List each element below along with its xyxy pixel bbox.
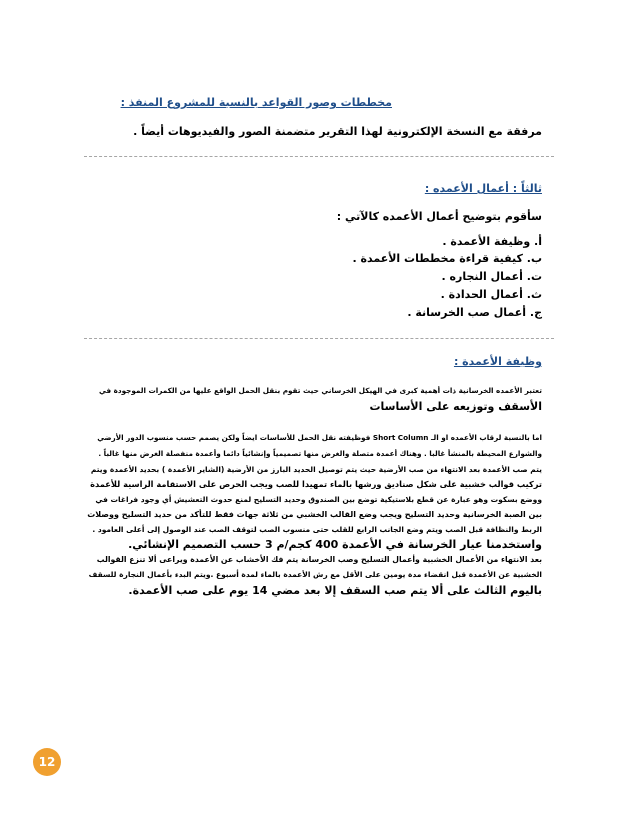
paragraph-line: الربط والنظافة قبل الصب ويتم وضع الجانب الرابع للقلب حتى منسوب الصب لتوقف الصب عند الوصول إلى أعلى العامود .	[92, 525, 542, 534]
paragraph-line: تعتبر الأعمده الخرسانية ذات أهمية كبرى في الهيكل الخرساني حيث تقوم بنقل الحمل الواقع عليها من الكمرات الموجودة في	[99, 386, 542, 395]
paragraph-line: اما بالنسبة لرقاب الأعمده او الـ Short Column فوظيفته نقل الحمل للأساسات ايضاً ولكن يصمم حسب منسوب الدور الأرضي	[97, 433, 542, 442]
section-heading-columns-works: ثالثاً : أعمال الأعمده :	[424, 182, 542, 195]
paragraph-line: والشوارع المحيطة بالمنشأ غالبا . وهناك أعمدة متصلة والغرض منها تصميمياً وإنشائياً دائما وأعمدة منفصلة الغرض منها غالباً .	[98, 449, 542, 458]
list-item: ت. أعمال النجاره .	[441, 270, 542, 283]
paragraph-line: بين الصبة الخرسانية وحديد التسليح ويجب وضع القالب الخشبي من ثلاثة جهات فقط للتأكد من حديد التسليح ووصلات	[87, 510, 542, 519]
paragraph-line: الخشبية عن الأعمدة قبل انقضاء مدة يومين على الأقل مع رش الأعمدة بالماء لمدة أسبوع .ويتم البدء بأعمال النجارة للسقف	[88, 570, 542, 579]
page-number-badge: 12	[33, 748, 61, 776]
paragraph-line: ووضع بسكوت وهو عبارة عن قطع بلاستيكية توضع بين الصندوق وحديد التسليح لمنع حدوث التعشيش أي وجود فراغات في	[95, 495, 542, 504]
section-text-drawings: مرفقة مع النسخة الإلكترونية لهذا التقرير متضمنة الصور والفيديوهات أيضاً .	[133, 125, 542, 138]
list-item: ب. كيفية قراءة مخططات الأعمدة .	[352, 252, 542, 265]
divider	[84, 156, 554, 157]
list-item: ج. أعمال صب الخرسانة .	[407, 306, 542, 319]
paragraph-line: الأسقف وتوزيعه على الأساسات	[369, 400, 542, 413]
divider	[84, 338, 554, 339]
paragraph-line: بعد الانتهاء من الأعمال الخشبية وأعمال التسليح وصب الخرسانة يتم فك الأخشاب عن الأعمدة ويراعى ألا تنزع القوالب	[96, 555, 542, 564]
list-item: ث. أعمال الحدادة .	[440, 288, 542, 301]
section-heading-drawings: مخططات وصور القواعد بالنسبة للمشروع المنفذ :	[120, 96, 392, 109]
paragraph-line: واستخدمنا عيار الخرسانة في الأعمدة 400 كجم/م 3 حسب التصميم الإنشائي.	[128, 538, 542, 551]
list-item: أ. وظيفة الأعمدة .	[442, 235, 542, 248]
section-intro: سأقوم بتوضيح أعمال الأعمده كالآتي :	[336, 210, 542, 223]
paragraph-line: باليوم الثالث على ألا يتم صب السقف إلا بعد مضي 14 يوم على صب الأعمدة.	[128, 584, 542, 597]
section-heading-column-function: وظيفة الأعمدة :	[453, 355, 542, 368]
paragraph-line: تركيب قوالب خشبية على شكل صناديق ورشها بالماء تمهيدا للصب ويجب الحرص على الاستقامة الراسية للأعمدة	[90, 479, 542, 489]
paragraph-line: يتم صب الأعمدة بعد الانتهاء من صب الأرضية حيث يتم توصيل الحديد البارز من الأرضية (الشاير الأعمدة ) بحديد الأعمدة ويتم	[90, 465, 542, 474]
